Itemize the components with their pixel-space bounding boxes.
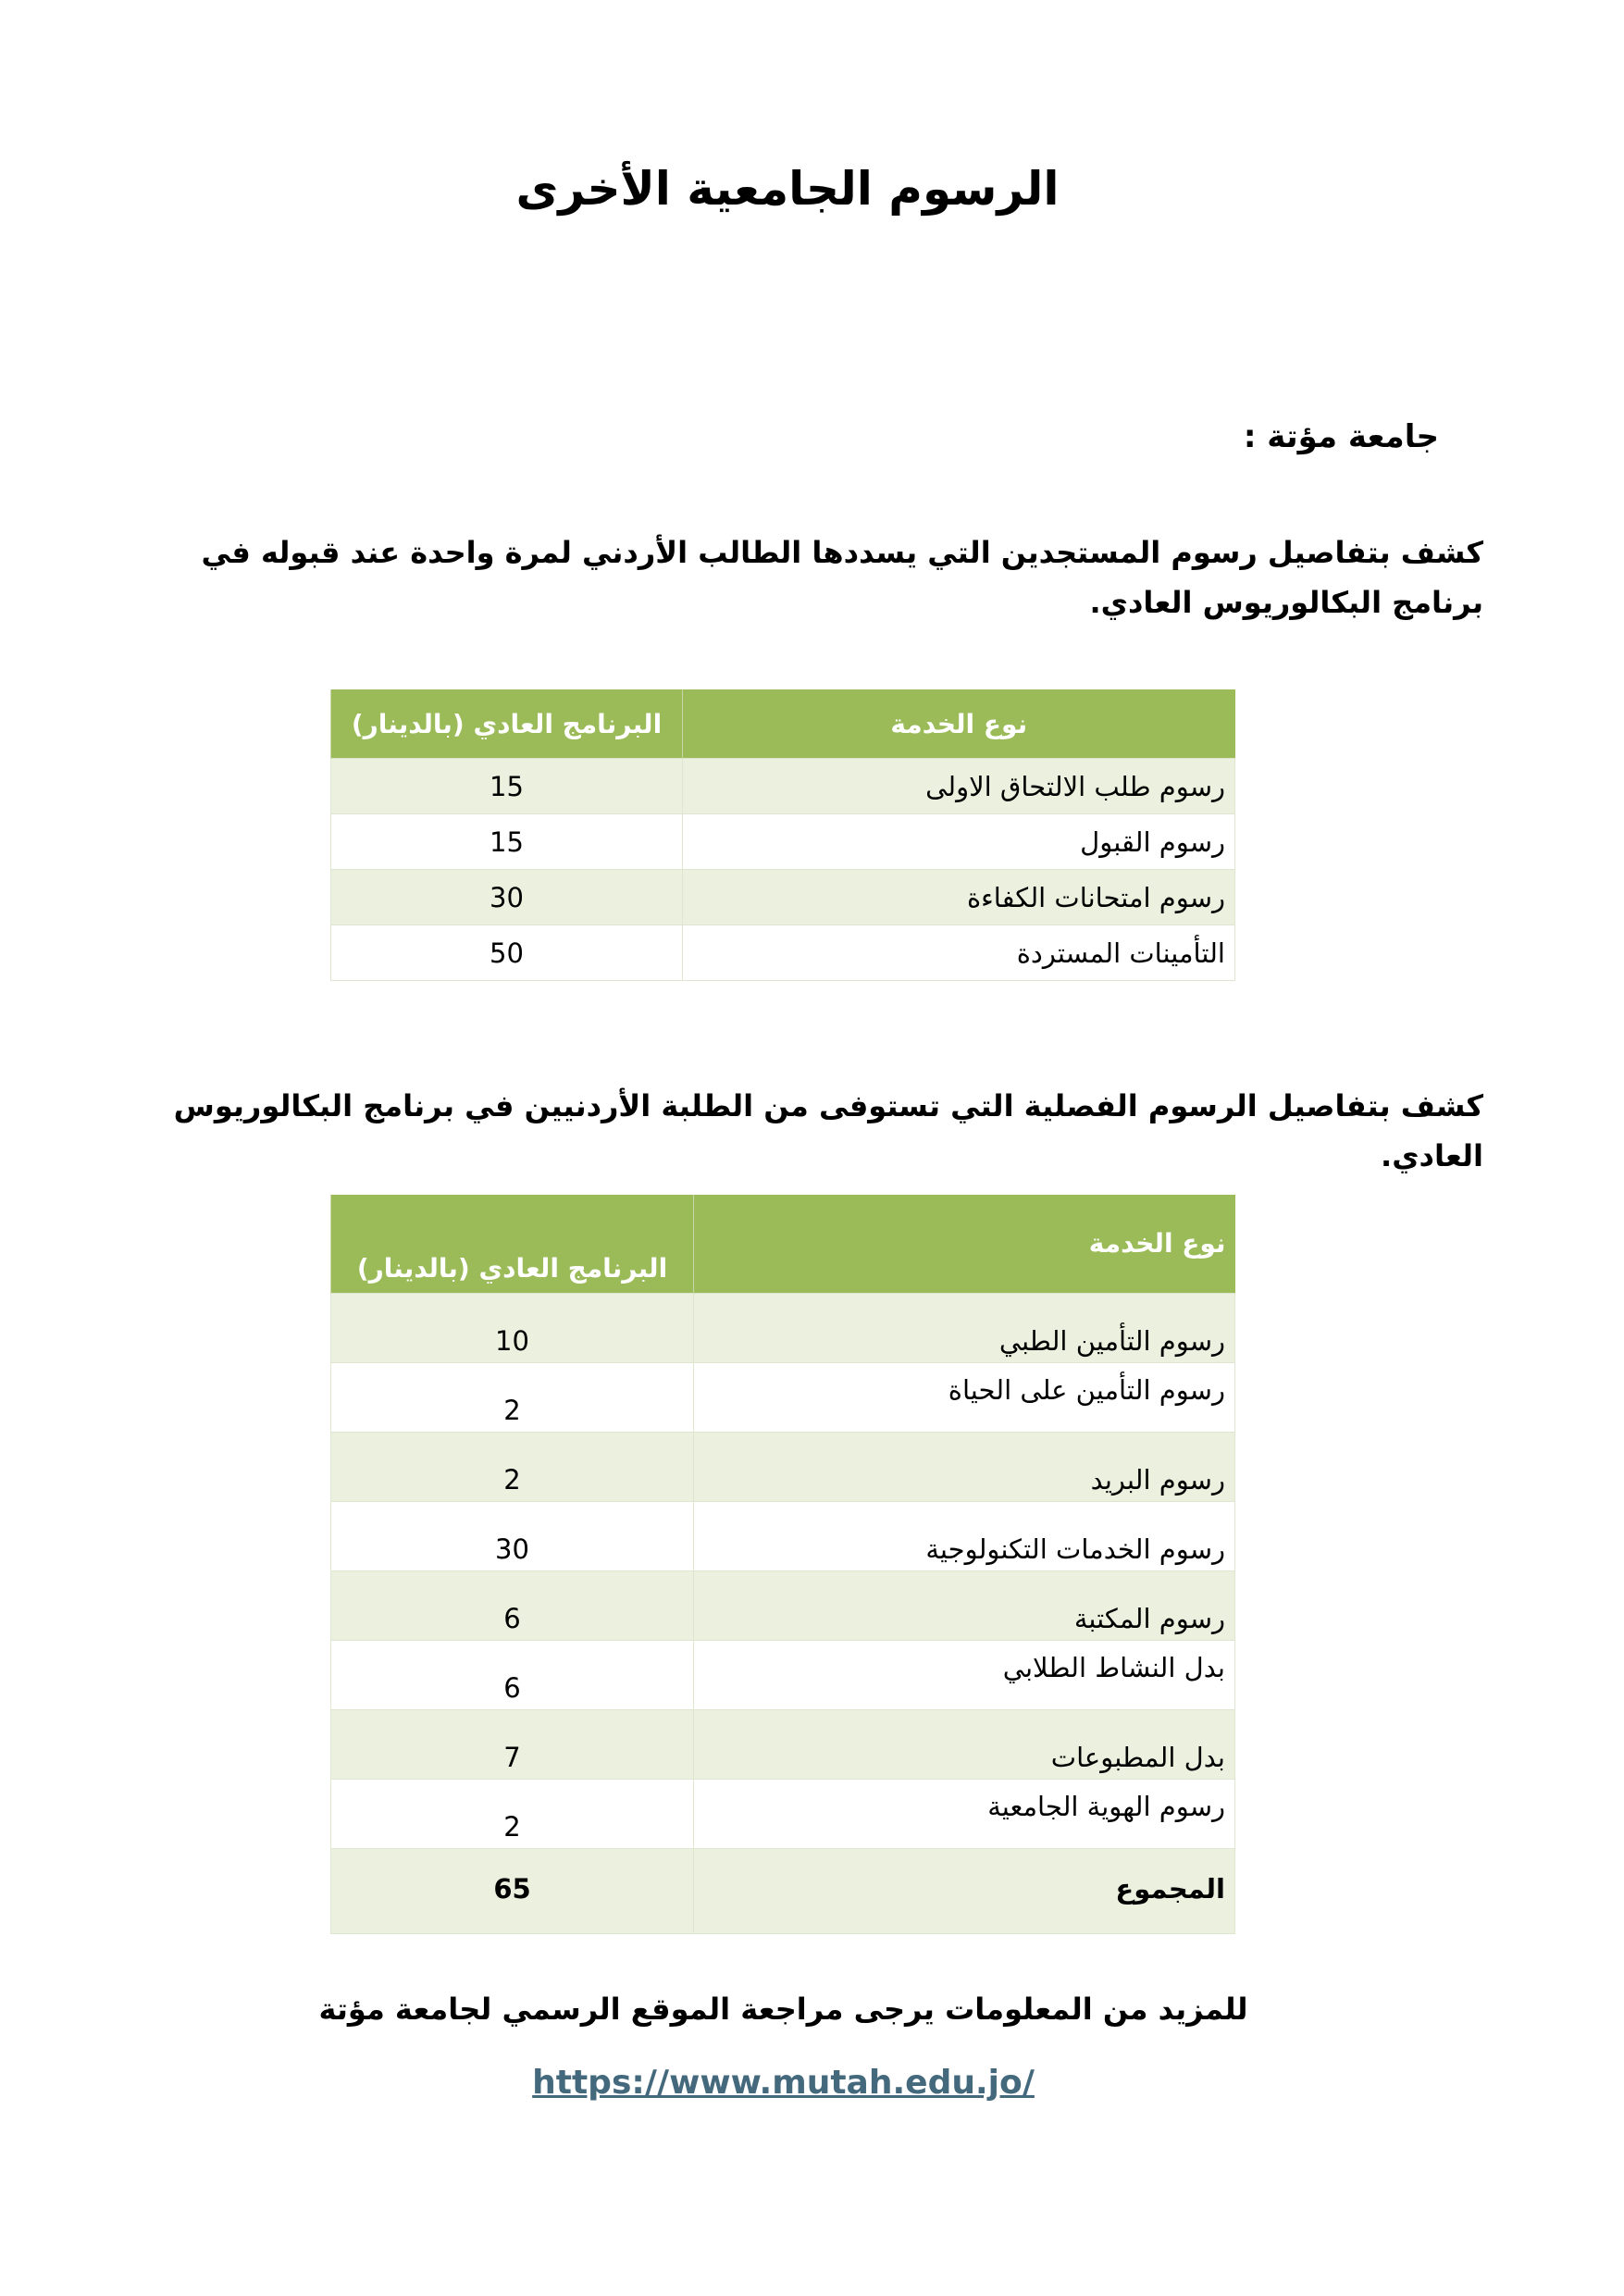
table-row (331, 1502, 1235, 1571)
table-row (331, 814, 1235, 870)
service-cell: بدل المطبوعات (694, 1710, 1235, 1780)
service-cell: رسوم التأمين على الحياة (694, 1363, 1235, 1433)
column-header-fee: البرنامج العادي (بالدينار) (331, 1195, 694, 1294)
new-students-fees-table (330, 689, 1235, 981)
fee-cell: 2 (331, 1780, 694, 1849)
service-cell: رسوم امتحانات الكفاءة (683, 870, 1235, 925)
table-header-row (331, 689, 1235, 759)
fee-cell: 50 (331, 925, 683, 981)
service-cell: رسوم القبول (683, 814, 1235, 870)
column-header-fee: البرنامج العادي (بالدينار) (331, 689, 683, 759)
service-cell: التأمينات المستردة (683, 925, 1235, 981)
table-row (331, 1433, 1235, 1502)
table-row (331, 1780, 1235, 1849)
fee-cell: 30 (331, 1502, 694, 1571)
table-row (331, 1641, 1235, 1710)
page-title: الرسوم الجامعية الأخرى (515, 162, 1060, 216)
university-website-link[interactable]: https://www.mutah.edu.jo/ (532, 2064, 1035, 2102)
semester-fees-table (330, 1195, 1235, 1934)
service-cell: رسوم طلب الالتحاق الاولى (683, 759, 1235, 814)
table-row (331, 1710, 1235, 1780)
table-row (331, 925, 1235, 981)
table-row (331, 759, 1235, 814)
table-header-row (331, 1195, 1235, 1294)
fee-cell: 7 (331, 1710, 694, 1780)
total-label: المجموع (694, 1849, 1235, 1934)
fee-cell: 2 (331, 1363, 694, 1433)
service-cell: رسوم المكتبة (694, 1571, 1235, 1641)
fee-cell: 15 (331, 814, 683, 870)
total-value: 65 (331, 1849, 694, 1934)
table-total-row (331, 1849, 1235, 1934)
university-label: جامعة مؤتة : (1243, 418, 1439, 455)
service-cell: رسوم البريد (694, 1433, 1235, 1502)
fee-cell: 30 (331, 870, 683, 925)
table-row (331, 1571, 1235, 1641)
service-cell: بدل النشاط الطلابي (694, 1641, 1235, 1710)
column-header-service: نوع الخدمة (694, 1195, 1235, 1294)
column-header-service: نوع الخدمة (683, 689, 1235, 759)
fee-cell: 6 (331, 1571, 694, 1641)
more-info-text: للمزيد من المعلومات يرجى مراجعة الموقع الرسمي لجامعة مؤتة (318, 1992, 1248, 2027)
fee-cell: 15 (331, 759, 683, 814)
service-cell: رسوم الهوية الجامعية (694, 1780, 1235, 1849)
fee-cell: 6 (331, 1641, 694, 1710)
section1-heading: كشف بتفاصيل رسوم المستجدين التي يسددها الطالب الأردني لمرة واحدة عند قبوله في برنامج البكالوريوس العادي. (201, 535, 1483, 620)
table-row (331, 1363, 1235, 1433)
section2-heading: كشف بتفاصيل الرسوم الفصلية التي تستوفى من الطلبة الأردنيين في برنامج البكالوريوس العادي. (173, 1088, 1483, 1173)
fee-cell: 2 (331, 1433, 694, 1502)
fee-cell: 10 (331, 1294, 694, 1363)
service-cell: رسوم التأمين الطبي (694, 1294, 1235, 1363)
service-cell: رسوم الخدمات التكنولوجية (694, 1502, 1235, 1571)
table-row (331, 1294, 1235, 1363)
table-row (331, 870, 1235, 925)
